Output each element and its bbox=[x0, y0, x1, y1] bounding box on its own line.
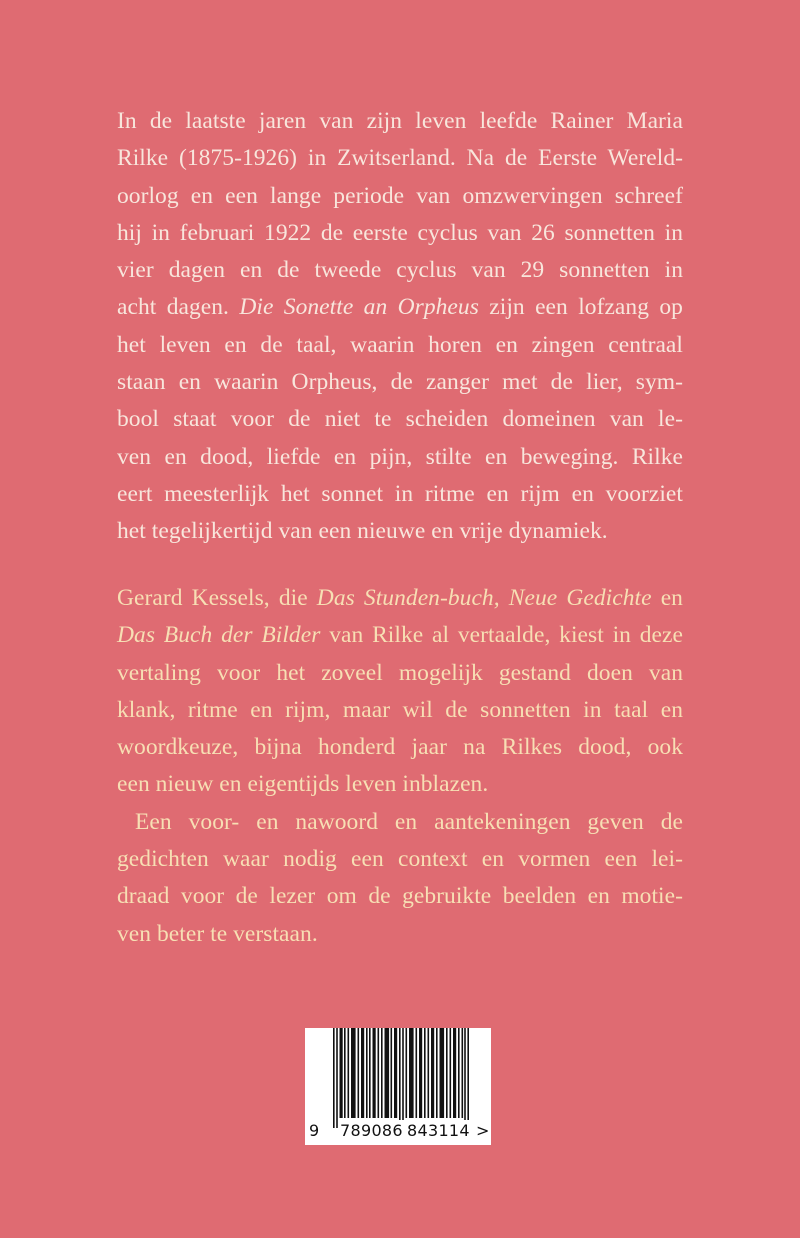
blurb-paragraph-1 bbox=[117, 103, 683, 551]
text-line: het leven en de taal, waarin horen en zingen centraal bbox=[117, 331, 683, 358]
book-title-italic: Das Buch der Bilder bbox=[117, 622, 321, 649]
text-line: ven en dood, liefde en pijn, stilte en beweging. Rilke bbox=[117, 443, 683, 470]
text-segment: van Rilke al vertaalde, kiest in deze bbox=[320, 622, 683, 649]
book-title-italic: Die Sonette an Orpheus bbox=[239, 294, 479, 321]
text-line: woordkeuze, bijna honderd jaar na Rilkes dood, ook bbox=[117, 734, 683, 761]
text-segment: zijn een lofzang op bbox=[478, 294, 683, 321]
text-segment: acht dagen. bbox=[117, 294, 240, 321]
text-line bbox=[117, 289, 683, 326]
text-line: oorlog en een lange periode van omzwervingen schreef bbox=[117, 182, 683, 209]
text-line: vertaling voor het zoveel mogelijk gestand doen van bbox=[117, 659, 683, 686]
text-segment: en bbox=[651, 585, 683, 611]
text-line: staan en waarin Orpheus, de zanger met de lier, sym- bbox=[117, 369, 683, 396]
isbn-digit-group-1: 789086 bbox=[340, 1121, 403, 1140]
text-line bbox=[117, 617, 683, 654]
text-line: In de laatste jaren van zijn leven leefde Rainer Maria bbox=[117, 108, 683, 134]
text-segment: Gerard Kessels, die bbox=[117, 585, 317, 611]
text-line: ven beter te verstaan. bbox=[117, 920, 318, 947]
book-title-italic: Das Stunden-buch, Neue Gedichte bbox=[316, 585, 652, 611]
isbn-first-digit: 9 bbox=[309, 1121, 320, 1140]
text-line: een nieuw en eigentijds leven inblazen. bbox=[117, 771, 489, 798]
isbn-number bbox=[305, 1120, 491, 1142]
text-line: gedichten waar nodig een context en vormen een lei- bbox=[117, 846, 683, 873]
isbn-digit-group-2: 843114 bbox=[407, 1121, 470, 1140]
text-line: hij in februari 1922 de eerste cyclus van 26 sonnetten in bbox=[117, 219, 683, 246]
barcode-bars-icon bbox=[333, 1028, 469, 1128]
quiet-zone-arrow-icon: > bbox=[476, 1121, 490, 1140]
text-line: draad voor de lezer om de gebruikte beelden en motie- bbox=[117, 883, 683, 910]
text-line: bool staat voor de niet te scheiden domeinen van le- bbox=[117, 406, 683, 433]
text-line: het tegelijkertijd van een nieuwe en vrije dynamiek. bbox=[117, 518, 608, 545]
text-line: eert meesterlijk het sonnet in ritme en rijm en voorziet bbox=[117, 480, 683, 507]
text-line: Rilke (1875-1926) in Zwitserland. Na de Eerste Wereld- bbox=[117, 145, 683, 172]
blurb-paragraph-2 bbox=[117, 580, 683, 953]
isbn-barcode bbox=[305, 1028, 491, 1145]
text-line: Een voor- en nawoord en aantekeningen geven de bbox=[135, 808, 683, 835]
text-line: vier dagen en de tweede cyclus van 29 sonnetten in bbox=[117, 257, 683, 284]
text-line: klank, ritme en rijm, maar wil de sonnetten in taal en bbox=[117, 696, 683, 723]
text-line bbox=[117, 580, 683, 617]
